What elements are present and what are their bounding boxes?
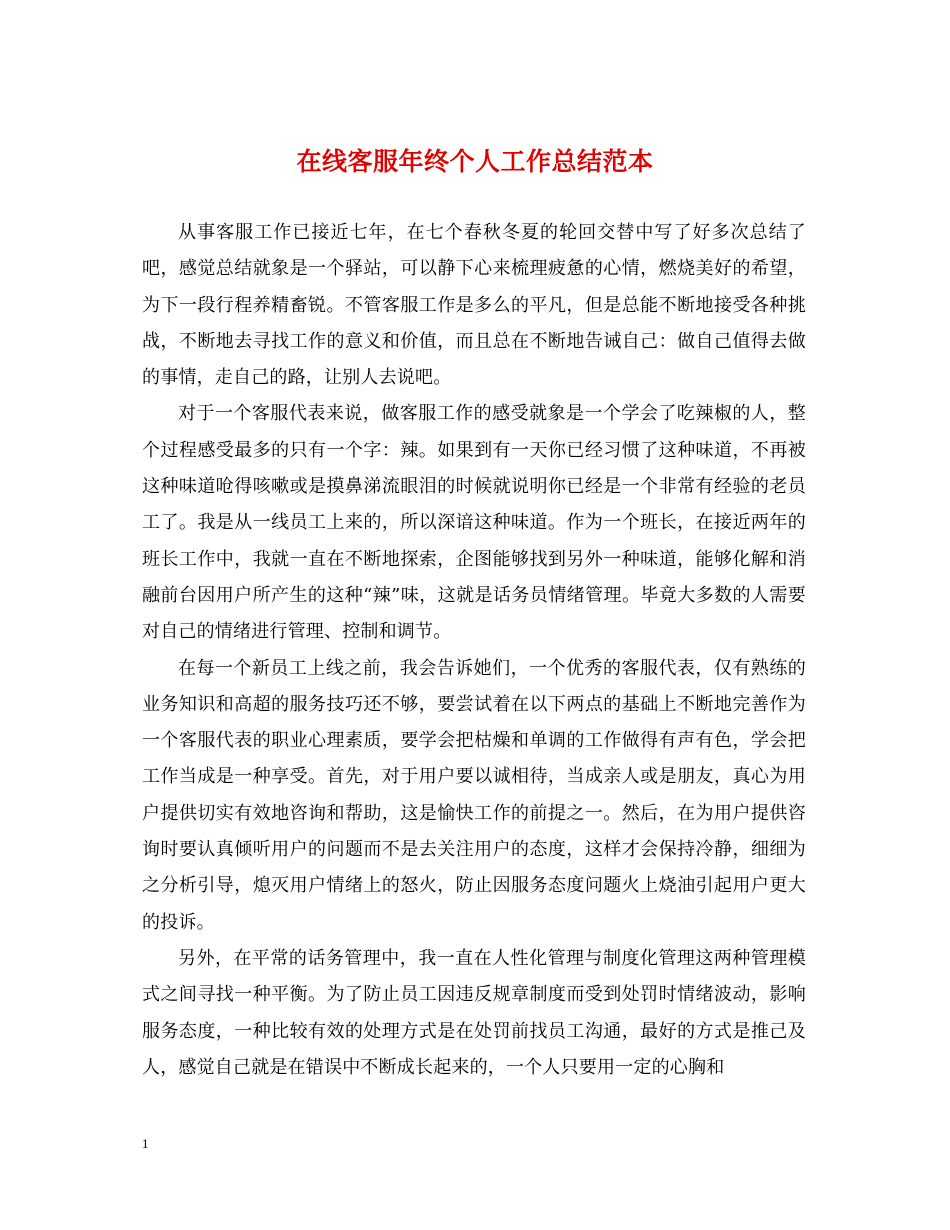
paragraph-3: 在每一个新员工上线之前，我会告诉她们，一个优秀的客服代表，仅有熟练的业务知识和高超的服务技巧还不够，要尝试着在以下两点的基础上不断地完善作为一个客服代表的职业心理素质，要学会把枯燥和单调的工作做得有声有色，学会把工作当成是一种享受。首先，对于用户要以诚相待，当成亲人或是朋友，真心为用户提供切实有效地咨询和帮助，这是愉快工作的前提之一。然后，在为用户提供咨询时要认真倾听用户的问题而不是去关注用户的态度，这样才会保持冷静，细细为之分析引导，熄灭用户情绪上的怒火，防止因服务态度问题火上烧油引起用户更大的投诉。: [142, 657, 806, 933]
document-body: [142, 215, 806, 1086]
paragraph-1: 从事客服工作已接近七年，在七个春秋冬夏的轮回交替中写了好多次总结了吧，感觉总结就象是一个驿站，可以静下心来梳理疲惫的心情，燃烧美好的希望，为下一段行程养精畜锐。不管客服工作是多么的平凡，但是总能不断地接受各种挑战，不断地去寻找工作的意义和价值，而且总在不断地告诫自己：做自己值得去做的事情，走自己的路，让别人去说吧。: [142, 222, 806, 389]
paragraph-2: 对于一个客服代表来说，做客服工作的感受就象是一个学会了吃辣椒的人，整个过程感受最多的只有一个字：辣。如果到有一天你已经习惯了这种味道，不再被这种味道呛得咳嗽或是摸鼻涕流眼泪的时候就说明你已经是一个非常有经验的老员工了。我是从一线员工上来的，所以深谙这种味道。作为一个班长，在接近两年的班长工作中，我就一直在不断地探索，企图能够找到另外一种味道，能够化解和消融前台因用户所产生的这种“辣”味，这就是话务员情绪管理。毕竟大多数的人需要对自己的情绪进行管理、控制和调节。: [142, 403, 806, 643]
page-number: 1: [142, 1136, 149, 1151]
document-title: 在线客服年终个人工作总结范本: [296, 147, 654, 176]
paragraph-4: 另外，在平常的话务管理中，我一直在人性化管理与制度化管理这两种管理模式之间寻找一种平衡。为了防止员工因违反规章制度而受到处罚时情绪波动，影响服务态度，一种比较有效的处理方式是在处罚前找员工沟通，最好的方式是推己及人，感觉自己就是在错误中不断成长起来的，一个人只要用一定的心胸和: [142, 947, 806, 1078]
